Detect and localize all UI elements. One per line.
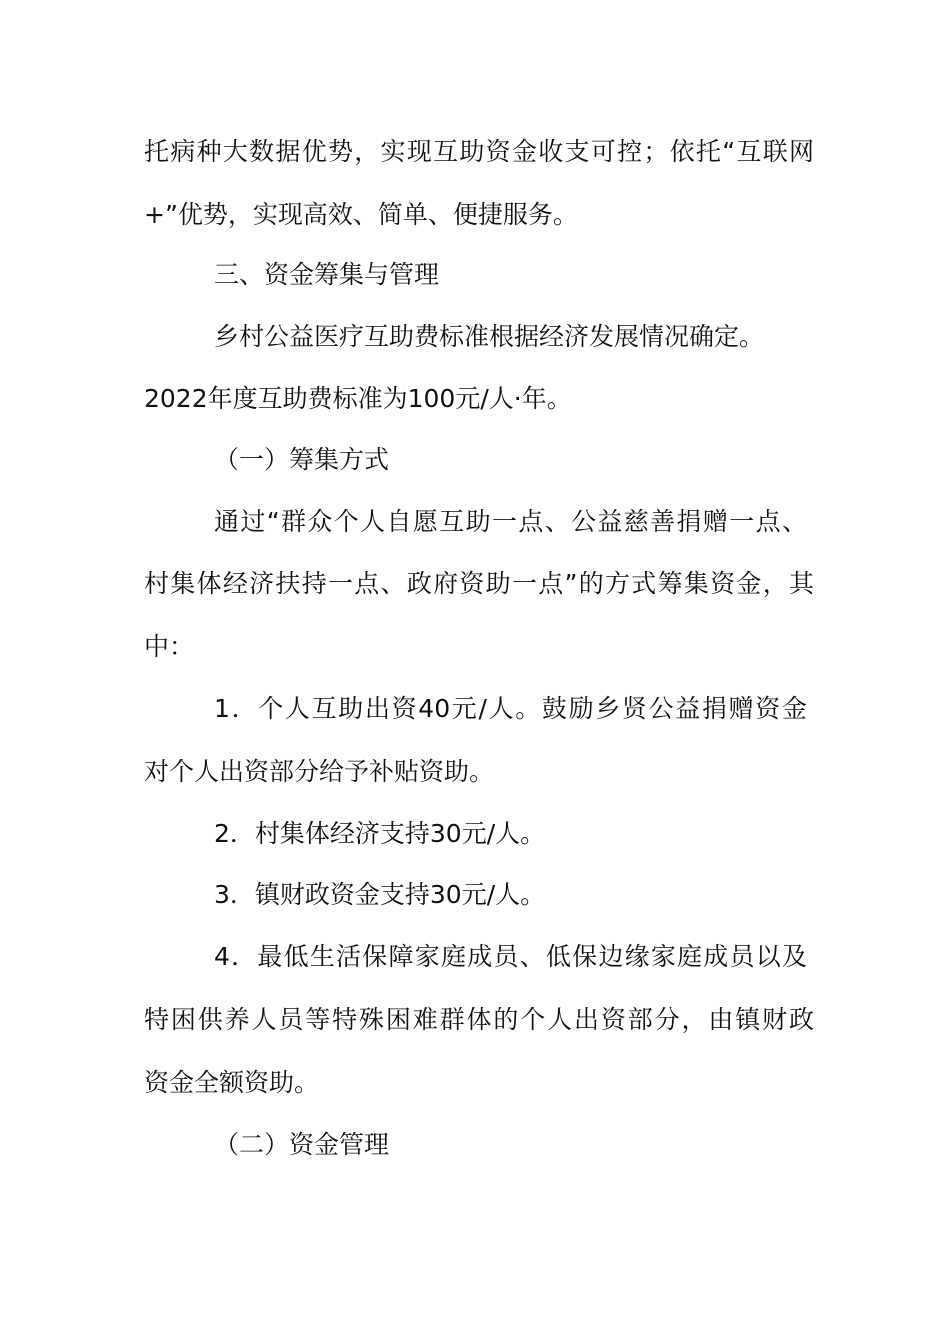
subsection-heading-1: （一）筹集方式 xyxy=(214,445,390,474)
list-item-1: 1．个人互助出资40元/人。鼓励乡贤公益捐赠资金 xyxy=(214,694,807,723)
text-line-15: 特困供养人员等特殊困难群体的个人出资部分，由镇财政 xyxy=(144,1005,814,1034)
text-line-1: 托病种大数据优势，实现互助资金收支可控；依托“互联网 xyxy=(144,137,814,166)
list-item-3: 3．镇财政资金支持30元/人。 xyxy=(214,880,546,909)
text-line-7: 通过“群众个人自愿互助一点、公益慈善捐赠一点、 xyxy=(214,507,807,536)
text-line-9: 中： xyxy=(144,632,195,661)
text-line-11: 对个人出资部分给予补贴资助。 xyxy=(144,757,495,786)
text-line-4: 乡村公益医疗互助费标准根据经济发展情况确定。 xyxy=(214,322,765,351)
text-line-8: 村集体经济扶持一点、政府资助一点”的方式筹集资金，其 xyxy=(144,569,814,598)
subsection-heading-2: （二）资金管理 xyxy=(214,1130,390,1159)
text-line-16: 资金全额资助。 xyxy=(144,1068,320,1097)
text-line-5: 2022年度互助费标准为100元/人·年。 xyxy=(144,384,572,413)
section-heading-3: 三、资金筹集与管理 xyxy=(214,260,440,289)
text-line-2: +”优势，实现高效、简单、便捷服务。 xyxy=(144,200,578,229)
list-item-4: 4．最低生活保障家庭成员、低保边缘家庭成员以及 xyxy=(214,942,807,971)
list-item-2: 2．村集体经济支持30元/人。 xyxy=(214,819,546,848)
